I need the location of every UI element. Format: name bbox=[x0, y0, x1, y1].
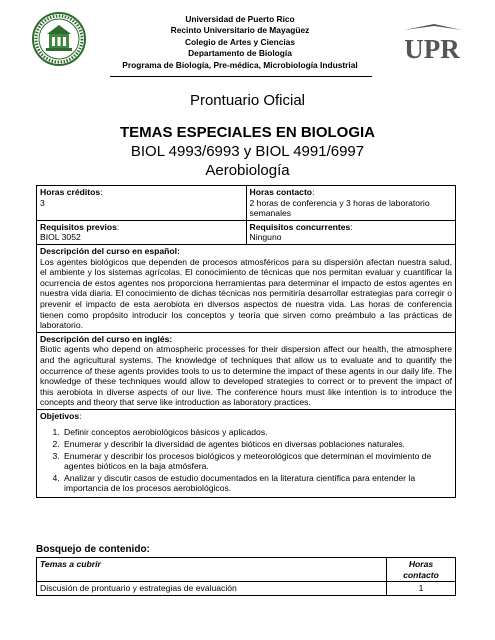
upr-logo bbox=[400, 20, 465, 64]
department-name: Departamento de Biología bbox=[188, 48, 292, 59]
description-en-label: Descripción del curso en inglés: bbox=[40, 333, 173, 344]
prereq-cell: Requisitos previos: BIOL 3052 bbox=[37, 220, 247, 244]
contact-hours-label: Horas contacto bbox=[249, 187, 313, 197]
objectives-label: Objetivos bbox=[40, 410, 80, 421]
course-title: TEMAS ESPECIALES EN BIOLOGIA bbox=[119, 124, 376, 141]
coreq-label: Requisitos concurrentes bbox=[249, 221, 351, 232]
topic-cell: Discusión de prontuario y estrategias de evaluación bbox=[37, 582, 387, 596]
contact-hours-cell: Horas contacto: 2 horas de conferencia y 3 horas de laboratorio semanales bbox=[246, 186, 456, 221]
course-info-table bbox=[36, 185, 456, 498]
coreq-cell: Requisitos concurrentes: Ninguno bbox=[246, 220, 456, 244]
credits-cell: Horas créditos: 3 bbox=[37, 186, 247, 221]
institution-header bbox=[90, 14, 390, 71]
hours-header-line2: contacto bbox=[403, 569, 439, 580]
svg-text:UPR: UPR bbox=[404, 34, 460, 64]
description-es-text: Los agentes biológicos que dependen de procesos atmosféricos para su dispersión afectan nuestra salud, el ambiente y los sistemas agrícolas. El conocimiento de técnicas que nos permitan evaluar y cuantificar la ocurrencia de estos agentes nos proporciona herramientas para determinar el impacto de estos agentes en nuestra vida diaria. El conocimiento de dichas técnicas nos permitiría desarrollar estrategias para corregir o prevenir el impacto de esta aerobiota en diversos aspectos de nuestra vida. Las horas de conferencia tienen como propósito introducir los conceptos y teoría que sirven como preámbulo a las prácticas de laboratorio. bbox=[40, 256, 452, 331]
content-outline-table bbox=[36, 557, 456, 596]
objective-item: 2. Enumerar y describir la diversidad de agentes bióticos en diversas poblaciones naturales. bbox=[62, 439, 452, 450]
objectives-cell: Objetivos: 1. Definir conceptos aerobiológicos básicos y aplicados. 2. Enumerar y describir la diversidad de agentes bióticos en diversas poblaciones naturales. 3. Enumerar y describir los procesos biológicos y meteorológicos que determinan el movimiento de agentes bióticos en la baja atmósfera. 4. Analizar y discutir casos de estudio documentados en la literatura científica para entender la importancia de los procesos aerobiológicos. bbox=[37, 409, 456, 497]
topics-column-header: Temas a cubrir bbox=[37, 558, 387, 582]
course-name: Aerobiología bbox=[205, 162, 290, 179]
table-row bbox=[37, 582, 456, 596]
description-en-cell bbox=[37, 332, 456, 409]
document-type: Prontuario Oficial bbox=[189, 92, 306, 109]
description-en-text: Biotic agents who depend on atmospheric processes for their dispersion affect our health, the atmosphere and the agricultural systems. The knowledge of techniques that allow us to evaluate and to quantify the occurrence of these agents provides tools to us to determine the impact of these agents in our daily life. The knowledge of these techniques would allow to developed strategies to correct or to prevent the impact of this aerobiota in diverse aspects of our live. The conference hours must like intention is to introduce the concepts and theory that serve like introduction as laboratory practices. bbox=[40, 344, 452, 408]
hours-cell: 1 bbox=[387, 582, 456, 596]
credits-label: Horas créditos bbox=[40, 187, 101, 197]
prereq-label: Requisitos previos bbox=[40, 221, 117, 232]
prereq-value: BIOL 3052 bbox=[40, 232, 81, 243]
objective-item: 4. Analizar y discutir casos de estudio documentados en la literatura científica para entender la importancia de los procesos aerobiológicos. bbox=[62, 473, 452, 494]
college-name: Colegio de Artes y Ciencias bbox=[185, 36, 295, 47]
content-outline-heading: Bosquejo de contenido: bbox=[36, 544, 150, 555]
objectives-list bbox=[40, 427, 452, 494]
hours-column-header bbox=[387, 558, 456, 582]
course-codes: BIOL 4993/6993 y BIOL 4991/6997 bbox=[130, 143, 365, 160]
coreq-value: Ninguno bbox=[249, 232, 282, 243]
credits-value: 3 bbox=[40, 197, 45, 208]
objective-item: 3. Enumerar y describir los procesos biológicos y meteorológicos que determinan el movimiento de agentes bióticos en la baja atmósfera. bbox=[62, 451, 452, 472]
program-name: Programa de Biología, Pre-médica, Microbiología Industrial bbox=[122, 59, 358, 70]
university-seal-logo bbox=[32, 12, 86, 66]
description-es-cell bbox=[37, 244, 456, 332]
description-es-label: Descripción del curso en español: bbox=[40, 245, 180, 256]
header-divider bbox=[110, 76, 372, 77]
contact-hours-value: 2 horas de conferencia y 3 horas de laboratorio semanales bbox=[249, 197, 430, 219]
objective-item: 1. Definir conceptos aerobiológicos básicos y aplicados. bbox=[62, 427, 452, 438]
campus-name: Recinto Universitario de Mayagüez bbox=[170, 25, 310, 36]
university-name: Universidad de Puerto Rico bbox=[185, 14, 295, 24]
hours-header-line1: Horas bbox=[408, 559, 434, 569]
